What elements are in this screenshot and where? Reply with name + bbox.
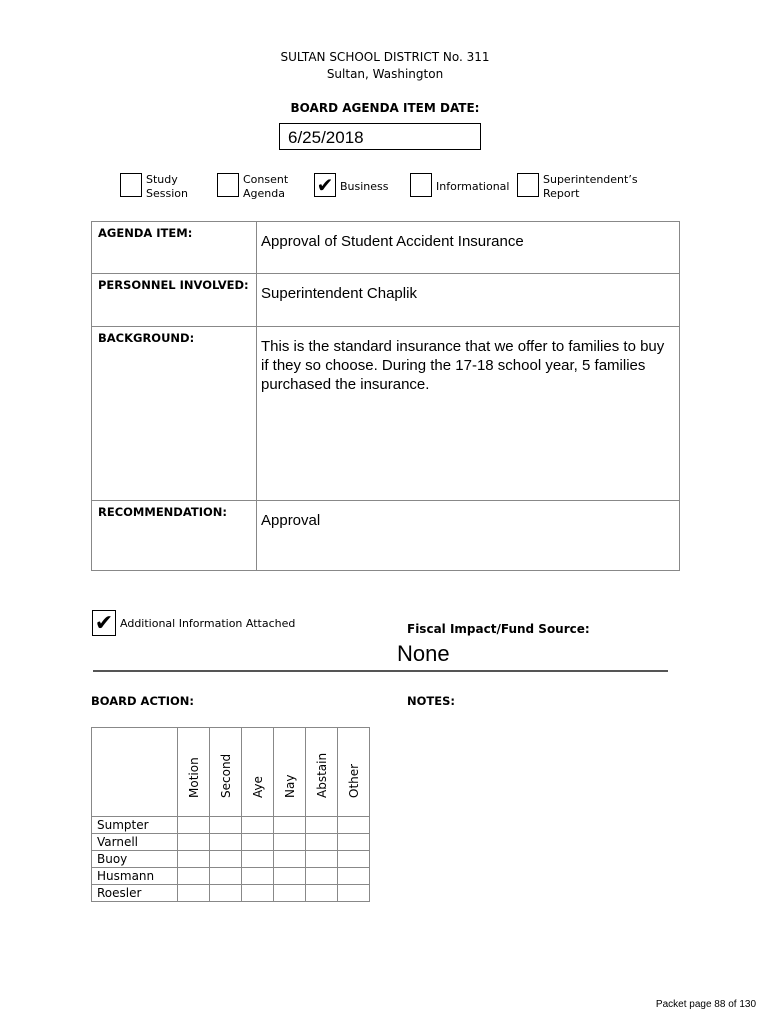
vote-col-second: Second <box>210 728 242 817</box>
fiscal-impact-value[interactable]: None <box>397 641 450 666</box>
vote-cell[interactable] <box>306 868 338 885</box>
district-name: SULTAN SCHOOL DISTRICT No. 311 <box>280 50 490 64</box>
additional-info-label: Additional Information Attached <box>120 617 296 630</box>
vote-cell[interactable] <box>338 885 370 902</box>
vote-cell[interactable] <box>178 817 210 834</box>
vote-cell[interactable] <box>210 851 242 868</box>
study-session-checkbox[interactable] <box>120 173 142 197</box>
vote-cell[interactable] <box>274 834 306 851</box>
vote-col-other: Other <box>338 728 370 817</box>
member-name: Husmann <box>92 868 178 885</box>
vote-cell[interactable] <box>338 868 370 885</box>
vote-cell[interactable] <box>210 834 242 851</box>
fiscal-divider <box>93 670 668 672</box>
personnel-value[interactable]: Superintendent Chaplik <box>257 274 680 327</box>
member-name: Varnell <box>92 834 178 851</box>
member-name: Buoy <box>92 851 178 868</box>
date-field[interactable]: 6/25/2018 <box>279 123 481 150</box>
vote-cell[interactable] <box>210 817 242 834</box>
vote-cell[interactable] <box>274 817 306 834</box>
member-name: Roesler <box>92 885 178 902</box>
business-checkbox[interactable]: ✔ <box>314 173 336 197</box>
vote-cell[interactable] <box>242 817 274 834</box>
informational-label: Informational <box>436 180 510 193</box>
vote-cell[interactable] <box>338 851 370 868</box>
study-session-label: Study Session <box>146 173 188 200</box>
vote-cell[interactable] <box>306 834 338 851</box>
vote-cell[interactable] <box>178 834 210 851</box>
vote-col-motion: Motion <box>178 728 210 817</box>
vote-cell[interactable] <box>274 868 306 885</box>
recommendation-label: RECOMMENDATION: <box>92 501 257 571</box>
vote-cell[interactable] <box>178 885 210 902</box>
background-label: BACKGROUND: <box>92 327 257 501</box>
agenda-item-label: AGENDA ITEM: <box>92 222 257 274</box>
vote-cell[interactable] <box>338 817 370 834</box>
informational-checkbox[interactable] <box>410 173 432 197</box>
vote-col-aye: Aye <box>242 728 274 817</box>
vote-cell[interactable] <box>306 817 338 834</box>
vote-cell[interactable] <box>306 851 338 868</box>
additional-info-checkbox[interactable]: ✔ <box>92 610 116 636</box>
vote-cell[interactable] <box>306 885 338 902</box>
notes-label: NOTES: <box>407 694 455 708</box>
vote-col-abstain: Abstain <box>306 728 338 817</box>
board-action-label: BOARD ACTION: <box>91 694 195 708</box>
vote-cell[interactable] <box>274 851 306 868</box>
packet-page-footer: Packet page 88 of 130 <box>655 999 756 1010</box>
background-value[interactable]: This is the standard insurance that we offer to families to buy if they so choose. During the 17-18 school year, 5 families purchased the insurance. <box>257 327 680 501</box>
vote-cell[interactable] <box>210 868 242 885</box>
agenda-details-table <box>91 221 680 571</box>
vote-row <box>92 817 370 834</box>
superintendents-report-label: Superintendent’s Report <box>543 173 638 200</box>
vote-cell[interactable] <box>210 885 242 902</box>
vote-row <box>92 868 370 885</box>
vote-cell[interactable] <box>242 851 274 868</box>
district-city: Sultan, Washington <box>326 67 444 81</box>
fiscal-impact-label: Fiscal Impact/Fund Source: <box>407 622 590 636</box>
vote-col-nay: Nay <box>274 728 306 817</box>
vote-row <box>92 885 370 902</box>
vote-row <box>92 834 370 851</box>
board-vote-table <box>91 727 370 902</box>
vote-cell[interactable] <box>338 834 370 851</box>
recommendation-value[interactable]: Approval <box>257 501 680 571</box>
vote-row <box>92 851 370 868</box>
business-label: Business <box>340 180 389 193</box>
consent-agenda-label: Consent Agenda <box>243 173 289 200</box>
personnel-label: PERSONNEL INVOLVED: <box>92 274 257 327</box>
vote-cell[interactable] <box>274 885 306 902</box>
agenda-item-value[interactable]: Approval of Student Accident Insurance <box>257 222 680 274</box>
vote-cell[interactable] <box>178 868 210 885</box>
vote-cell[interactable] <box>242 885 274 902</box>
vote-cell[interactable] <box>178 851 210 868</box>
member-name: Sumpter <box>92 817 178 834</box>
consent-agenda-checkbox[interactable] <box>217 173 239 197</box>
agenda-item-date-label: BOARD AGENDA ITEM DATE: <box>290 101 480 115</box>
vote-cell[interactable] <box>242 868 274 885</box>
vote-corner-cell <box>92 728 178 817</box>
vote-cell[interactable] <box>242 834 274 851</box>
superintendents-report-checkbox[interactable] <box>517 173 539 197</box>
